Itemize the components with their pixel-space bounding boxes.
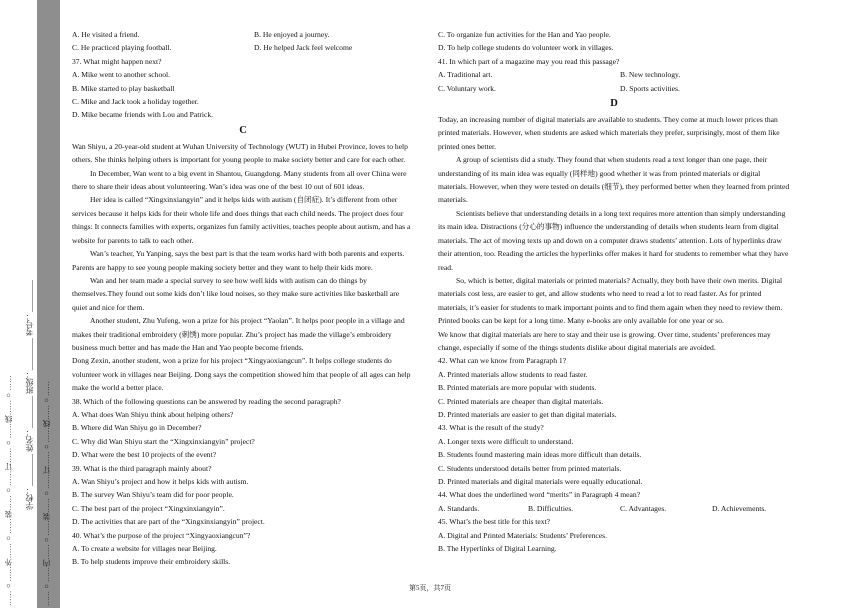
q36-option-a: A. He visited a friend. [72, 30, 140, 39]
q36-options-row-2 [72, 41, 414, 54]
q44-option-a: A. Standards. [438, 503, 480, 513]
passage-c-paragraph: Wan and her team made a special survey to see how well kids with autism can do things by themselves.They found out some kids don’t like loud noises, so they make sure activities like basketball are quiet and nice for them. [72, 275, 400, 312]
q42-option-b: B. Printed materials are more popular with students. [438, 383, 597, 393]
q42-option-c: C. Printed materials are cheaper than digital materials. [438, 396, 604, 406]
q42-question: 42. What can we know from Paragraph 1? [438, 356, 567, 366]
q41-options-row-2 [438, 82, 790, 95]
passage-c-paragraph: Dong Zexin, another student, won a prize for his project “Xingyaoxiangcun”. It helps college students do volunteer work in villages near Beijing. Dong says the competition showed him that people of all ages can help make the world a better place. [72, 356, 411, 393]
q44-option-d: D. Achievements. [712, 503, 767, 513]
q38-option-c: C. Why did Wan Shiyu start the “Xingxinxiangyin” project? [72, 436, 255, 446]
q39-option-d: D. The activities that are part of the “Xingxinxiangyin” project. [72, 517, 265, 527]
q39-option-a: A. Wan Shiyu’s project and how it helps kids with autism. [72, 477, 249, 486]
q44-option-c: C. Advantages. [620, 503, 667, 513]
passage-d-paragraph: A group of scientists did a study. They found that when students read a text longer than one page, their understanding of its main idea was equally (同样地) good whether it was from printed materials or digital materials. However, when they were tested on details (细节), they performed better when they learned from printed materials. [438, 155, 790, 205]
q41-option-a: A. Traditional art. [438, 70, 493, 80]
q45-option-b: B. The Hyperlinks of Digital Learning. [438, 544, 557, 554]
passage-c-paragraph: Another student, Zhu Yufeng, won a prize for his project “Yaolan”. It helps poor people in a village and makes their traditional embroidery (刺绣) more popular. Zhu’s project has made the village’s embroidery business much better and has made the Han and Yao people become friends. [72, 316, 405, 352]
q37-option-b: B. Mike started to play basketball [72, 83, 175, 93]
q45-question: 45. What’s the best title for this text? [438, 517, 551, 527]
passage-c-paragraph: Her idea is called “Xingxinxiangyin” and it helps kids with autism (自闭症). It’s different from other services because it helps kids for their whole life and does things that each child needs. The project does four things: It connects families with experts, organizes fun family activities, teaches people about autism, and has a website for parents to talk to each other. [72, 195, 411, 245]
q44-option-b: B. Difficulties. [528, 503, 574, 513]
q36-option-b: B. He enjoyed a journey. [254, 30, 330, 39]
q40-option-d: D. To help college students do volunteer work in villages. [438, 43, 614, 53]
q40-option-a: A. To create a website for villages near Beijing. [72, 544, 217, 554]
q41-option-c: C. Voluntary work. [438, 83, 496, 93]
q39-option-c: C. The best part of the project “Xingxinxiangyin”. [72, 503, 225, 513]
right-column [438, 28, 790, 555]
q40-option-b: B. To help students improve their embroidery skills. [72, 557, 231, 567]
q36-options-row-1 [72, 28, 414, 41]
q43-option-c: C. Students understood details better from printed materials. [438, 463, 622, 473]
passage-c-paragraph: Wan’s teacher, Yu Yanping, says the best part is that the team works hard with both parents and experts. Parents are happy to see young people making society better and they want to help their kids more. [72, 249, 405, 272]
outer-seal-line: ……○……外……○……装……○……订……○……线……○…… [4, 375, 13, 606]
q38-option-a: A. What does Wan Shiyu think about helping others? [72, 409, 234, 419]
q44-question: 44. What does the underlined word “merits” in Paragraph 4 mean? [438, 490, 641, 500]
q43-option-d: D. Printed materials and digital materials were equally educational. [438, 477, 643, 486]
q42-option-d: D. Printed materials are easier to get than digital materials. [438, 409, 617, 419]
q40-option-c: C. To organize fun activities for the Han and Yao people. [438, 30, 611, 39]
q41-question: 41. In which part of a magazine may you read this passage? [438, 56, 620, 66]
q42-option-a: A. Printed materials allow students to read faster. [438, 369, 588, 379]
section-c-heading: C [239, 124, 247, 136]
q43-option-a: A. Longer texts were difficult to understand. [438, 436, 574, 446]
passage-d-paragraph: Scientists believe that understanding details in a long text requires more attention than simply understanding its main idea. Distractions (分心的事物) influence the understanding of details when students learn from digital materials. The act of moving texts up and down on a computer draws students’ attention. Lots of hyperlinks draw their attention, too. Reading the articles the hyperlinks offer makes it hard for students to remember what they have read. [438, 208, 789, 272]
q44-options-row [438, 502, 790, 515]
passage-d-paragraph: So, which is better, digital materials or printed materials? Actually, they both have their own merits. Digital materials cost less, are easier to get, and allow students who need to read a lot to read faster. As for printed materials, it’s easier for students to mark important points and to find them again when they need to review them. Printed books can be kept for a long time. Many e-books are only available for one year or so. [438, 275, 783, 326]
q38-option-d: D. What were the best 10 projects of the event? [72, 450, 217, 460]
q37-question: 37. What might happen next? [72, 56, 162, 66]
q43-question: 43. What is the result of the study? [438, 423, 544, 433]
q43-option-b: B. Students found mastering main ideas more difficult than details. [438, 450, 642, 460]
q41-options-row-1 [438, 68, 790, 81]
q39-question: 39. What is the third paragraph mainly about? [72, 463, 212, 473]
q45-option-a: A. Digital and Printed Materials: Students’ Preferences. [438, 530, 607, 540]
q36-option-d: D. He helped Jack feel welcome [254, 43, 353, 53]
passage-d-paragraph: We know that digital materials are here to stay and their use is growing. Over time, students’ preferences may change, especially if some of the things students dislike about digital materials are avoided. [438, 329, 771, 352]
left-column [72, 28, 414, 569]
q41-option-b: B. New technology. [620, 70, 681, 80]
q37-option-a: A. Mike went to another school. [72, 70, 171, 80]
section-d-heading: D [610, 98, 618, 110]
student-info-fields: 学校：________ 姓名：________ 班级：________ 考号：________ [25, 280, 34, 510]
inner-seal-line: ……○……内……○……装……○……订……○……线……○…… [42, 381, 51, 606]
passage-c-paragraph: Wan Shiyu, a 20-year-old student at Wuhan University of Technology (WUT) in Hubei Province, loves to help others. She thinks helping others is important for young people to make society better and care for each other. [72, 141, 408, 165]
q37-option-c: C. Mike and Jack took a holiday together. [72, 97, 199, 107]
q37-option-d: D. Mike became friends with Lou and Patrick. [72, 110, 214, 120]
q39-option-b: B. The survey Wan Shiyu’s team did for poor people. [72, 490, 234, 500]
passage-c-paragraph: In December, Wan went to a big event in Shantou, Guangdong. Many students from all over China were there to share their ideas about volunteering. Wan’s idea was one of the best 10 out of 601 ideas. [72, 168, 407, 192]
passage-d-paragraph: Today, an increasing number of digital materials are available to students. They come at much lower prices than printed materials. However, when students are asked which materials they prefer, surprisingly, most of them like printed ones better. [438, 115, 780, 151]
q38-question: 38. Which of the following questions can be answered by reading the second paragraph? [72, 396, 341, 406]
binding-margin [0, 0, 62, 608]
page-number: 第5页，共7页 [409, 584, 451, 592]
q41-option-d: D. Sports activities. [620, 83, 680, 93]
q40-question: 40. What’s the purpose of the project “Xingyaoxiangcun”? [72, 530, 251, 540]
q38-option-b: B. Where did Wan Shiyu go in December? [72, 423, 202, 433]
q36-option-c: C. He practiced playing football. [72, 43, 172, 53]
